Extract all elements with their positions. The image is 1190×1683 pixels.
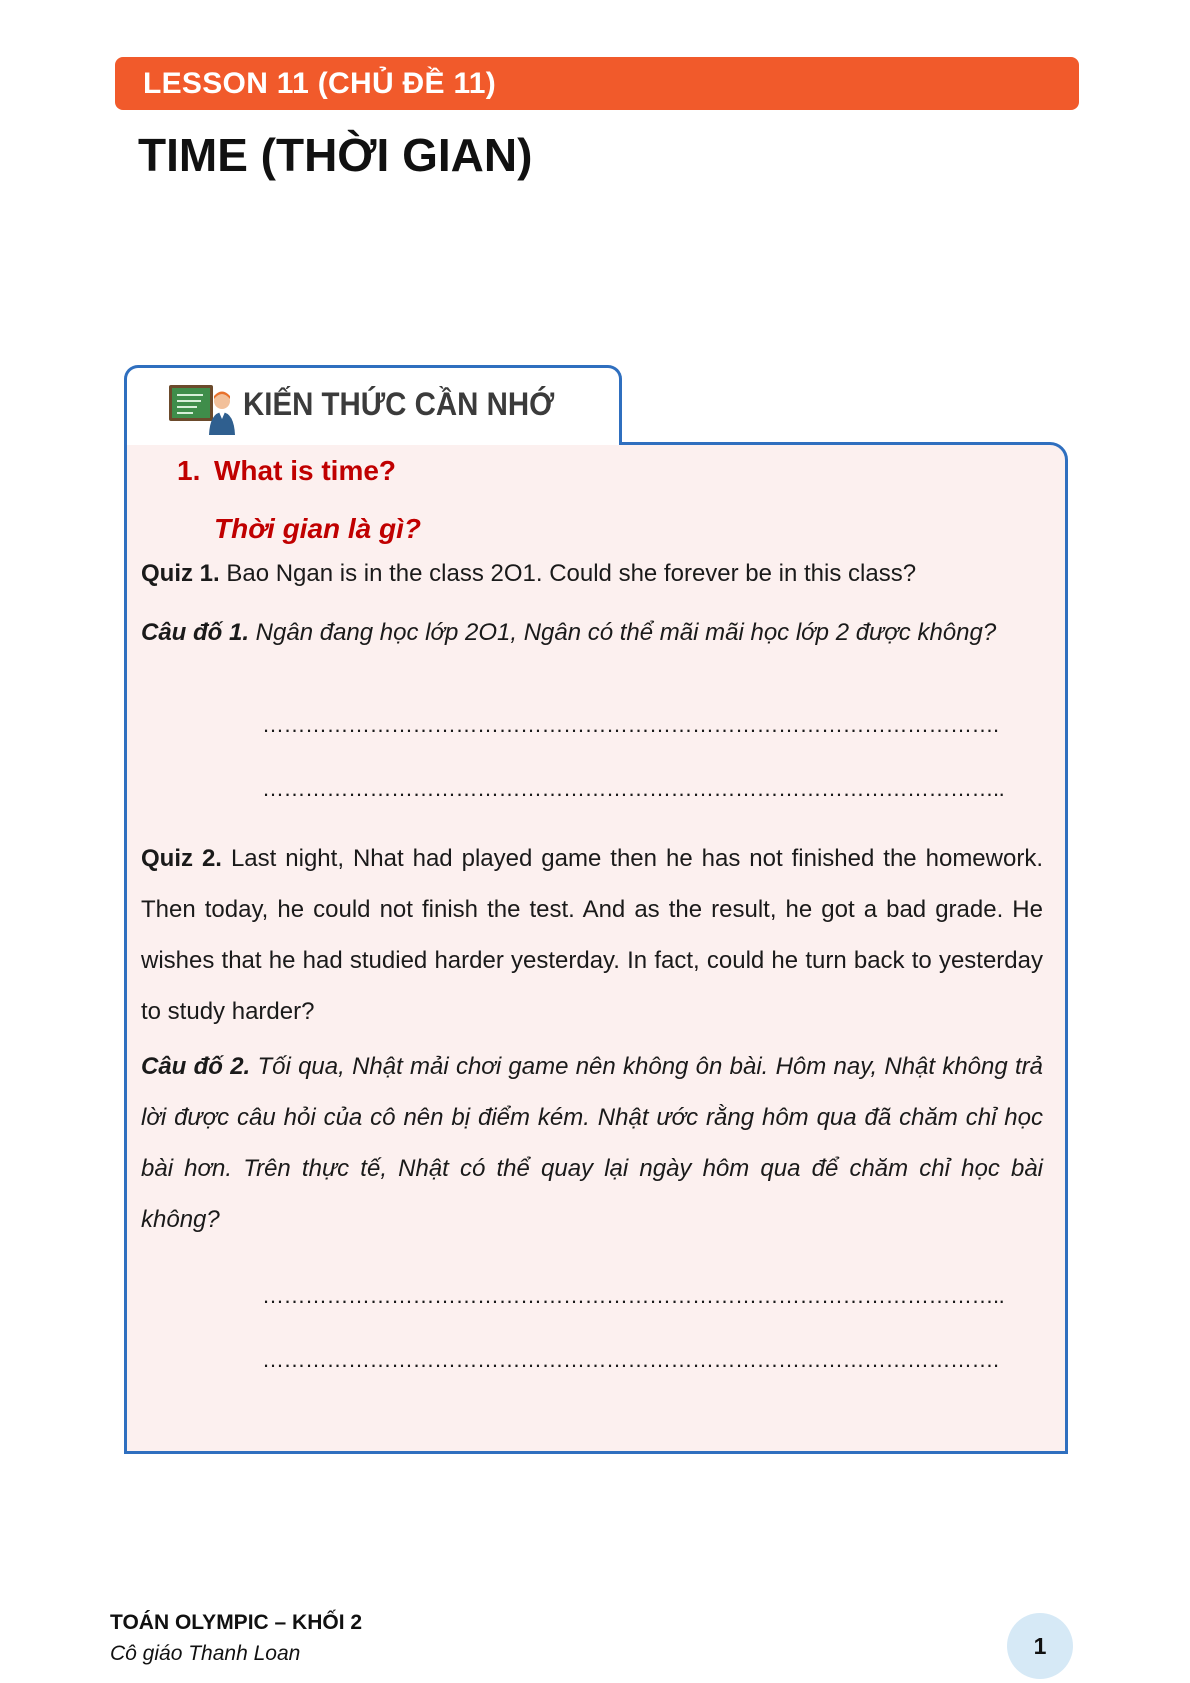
quiz2-en-label: Quiz 2. xyxy=(141,845,222,872)
quiz2-answer-line-1: ………………………………………………………………………………………….. xyxy=(262,1283,1005,1308)
teacher-blackboard-icon xyxy=(167,379,237,435)
section-heading-text: What is time? xyxy=(214,455,397,486)
quiz2-vi-text: Tối qua, Nhật mải chơi game nên không ôn bài. Hôm nay, Nhật không trả lời được câu hỏi của cô nên bị điểm kém. Nhật ước rằng hôm qua đã chăm chỉ học bài hơn. Trên thực tế, Nhật có thể quay lại ngày hôm qua để chăm chỉ học bài không? xyxy=(141,1053,1043,1233)
section-tab-label: KIẾN THỨC CẦN NHỚ xyxy=(243,386,555,422)
section-heading-number: 1. xyxy=(177,455,201,486)
quiz1-answer-line-2: ………………………………………………………………………………………….. xyxy=(262,776,1005,801)
lesson-label: LESSON 11 (CHỦ ĐỀ 11) xyxy=(143,67,497,100)
quiz1-en-text: Bao Ngan is in the class 2O1. Could she forever be in this class? xyxy=(219,560,917,587)
quiz1-en xyxy=(141,548,1043,599)
quiz2-vi-label: Câu đố 2. xyxy=(141,1053,251,1080)
lesson-banner xyxy=(115,57,1079,110)
quiz1-answer-line-1: …………………………………………………………………………………………. xyxy=(262,712,999,737)
section-tab xyxy=(124,365,622,445)
quiz2-en xyxy=(141,833,1043,1037)
quiz2-vi xyxy=(141,1041,1043,1245)
quiz2-answer-line-2: …………………………………………………………………………………………. xyxy=(262,1347,999,1372)
quiz2-en-text: Last night, Nhat had played game then he has not finished the homework. Then today, he could not finish the test. And as the result, he got a bad grade. He wishes that he had studied harder yesterday. In fact, could he turn back to yesterday to study harder? xyxy=(141,845,1043,1025)
footer-author: Cô giáo Thanh Loan xyxy=(110,1642,301,1665)
footer-course: TOÁN OLYMPIC – KHỐI 2 xyxy=(110,1611,363,1634)
quiz1-en-label: Quiz 1. xyxy=(141,560,220,587)
section-subheading: Thời gian là gì? xyxy=(214,513,422,544)
quiz1-vi-text: Ngân đang học lớp 2O1, Ngân có thể mãi mãi học lớp 2 được không? xyxy=(249,619,997,646)
page-title: TIME (THỜI GIAN) xyxy=(138,129,533,181)
quiz1-vi xyxy=(141,607,1043,658)
quiz1-vi-label: Câu đố 1. xyxy=(141,619,250,646)
section-heading xyxy=(177,455,396,487)
page-number-badge: 1 xyxy=(1007,1613,1073,1679)
